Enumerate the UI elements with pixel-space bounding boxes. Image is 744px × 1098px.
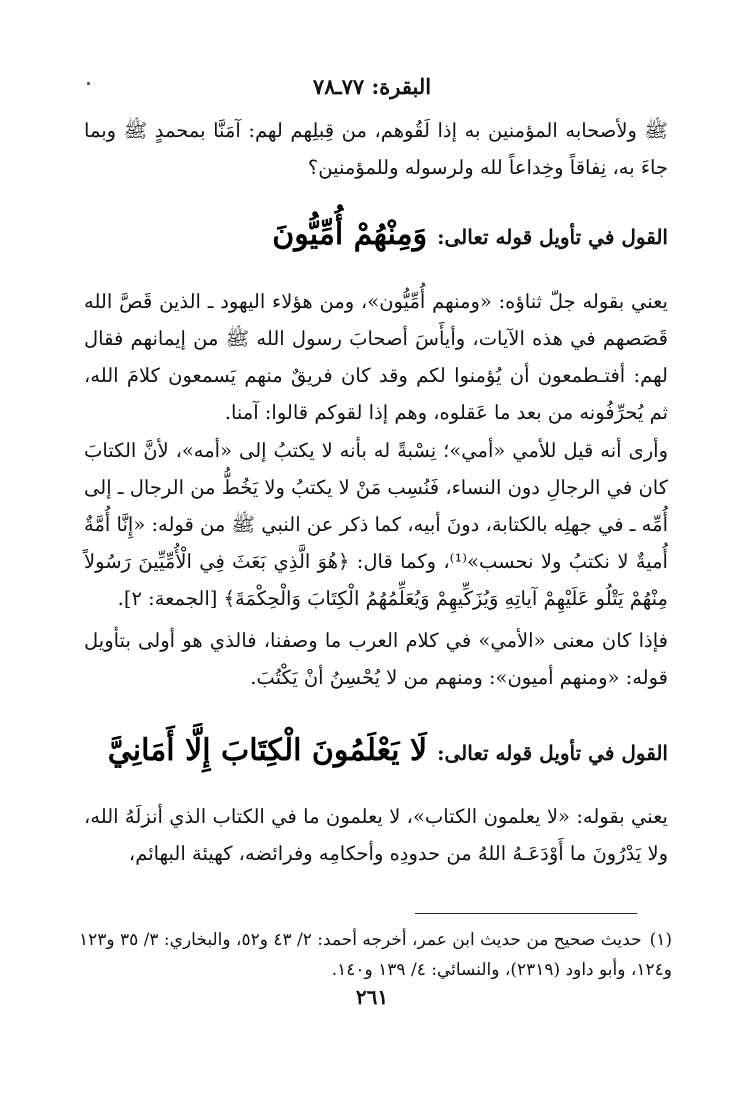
page-number: ٢٦١ — [355, 985, 389, 1009]
section-heading-2 — [84, 733, 668, 768]
paragraph-1: ﷺ ولأصحابه المؤمنين به إذا لَقُوهم، من قِبلِهم لهم: آمَنَّا بمحمدٍ ﷺ وبما جاءَ به، نِفاقاً وخِداعاً لله ولرسوله وللمؤمنين؟ — [84, 119, 668, 179]
paragraph-2: يعني بقوله جلّ ثناؤه: «ومنهم أُمِّيُّون»، ومن هؤلاء اليهود ـ الذين قَصَّ الله قَصَصهم في هذه الآيات، وأيأَسَ أصحابَ رسول الله ﷺ من إيمانهم فقال لهم: أفتـطمعون أن يُؤمنوا لكم وقد كان فريقٌ منهم يَسمعون كلامَ الله، ثم يُحرِّفُونه من بعد ما عَقلوه، وهم إذا لقوكم قالوا: آمنا. — [84, 290, 668, 424]
paragraph-4: فإذا كان معنى «الأمي» في كلام العرب ما وصفنا، فالذي هو أولى بتأويل قوله: «ومنهم أميون»: ومنهم من لا يُحْسِنُ أنْ يَكْتُبَ. — [84, 629, 668, 689]
quran-phrase: لَا يَعْلَمُونَ الْكِتَابَ إِلَّا أَمَانِيَّ — [107, 733, 428, 768]
heading-intro: القول في تأويل قوله تعالى: — [437, 741, 668, 765]
heading-intro: القول في تأويل قوله تعالى: — [437, 225, 668, 249]
section-heading-1 — [84, 217, 668, 252]
quran-phrase: وَمِنْهُمْ أُمِّيُّونَ — [272, 217, 428, 252]
footnote-divider — [415, 913, 637, 914]
paragraph-3: وأرى أنه قيل للأمي «أمي»؛ نِسْبةً له بأنه لا يكتبُ إلى «أمه»، لأنَّ الكتابَ كان في الرجالِ دون النساء، فَنُسِب مَنْ لا يكتبُ ولا يَخُطُّ من الرجال ـ إلى أُمِّه ـ في جهلِه بالكتابة، دونَ أبيه، كما ذكر عن النبي ﷺ من قوله: «إِنَّا أُمَّةٌ أُميةٌ لا نكتبُ ولا نحسب»⁽¹⁾، وكما قال: ﴿هُوَ الَّذِي بَعَثَ فِي الْأُمِّيِّينَ رَسُولاً مِنْهُمْ يَتْلُو عَلَيْهِمْ آياتِهِ وَيُزَكِّيهِمْ وَيُعَلِّمُهُمُ الْكِتَابَ وَالْحِكْمَةَ﴾ [الجمعة: ٢]. — [84, 439, 668, 610]
footnote-number: (١) — [649, 930, 672, 950]
footnote — [72, 925, 672, 985]
paragraph-5: يعني بقوله: «لا يعلمون الكتاب»، لا يعلمون ما في الكتاب الذي أنزلَهُ الله، ولا يَدْرُونَ ما أَوْدَعَـهُ اللهُ من حدودِه وأحكامِه وفرائضه، كهيئة البهائم، — [84, 805, 668, 865]
footnote-text: حديث صحيح من حديث ابن عمر، أخرجه أحمد: ٢/ ٤٣ و٥٢، والبخاري: ٣/ ٣٥ و١٢٣ و١٢٤، وأبو داود (٢٣١٩)، والنسائي: ٤/ ١٣٩ و١٤٠. — [78, 930, 672, 980]
page-header: البقرة: ٧٧ـ٧٨ — [312, 74, 432, 99]
